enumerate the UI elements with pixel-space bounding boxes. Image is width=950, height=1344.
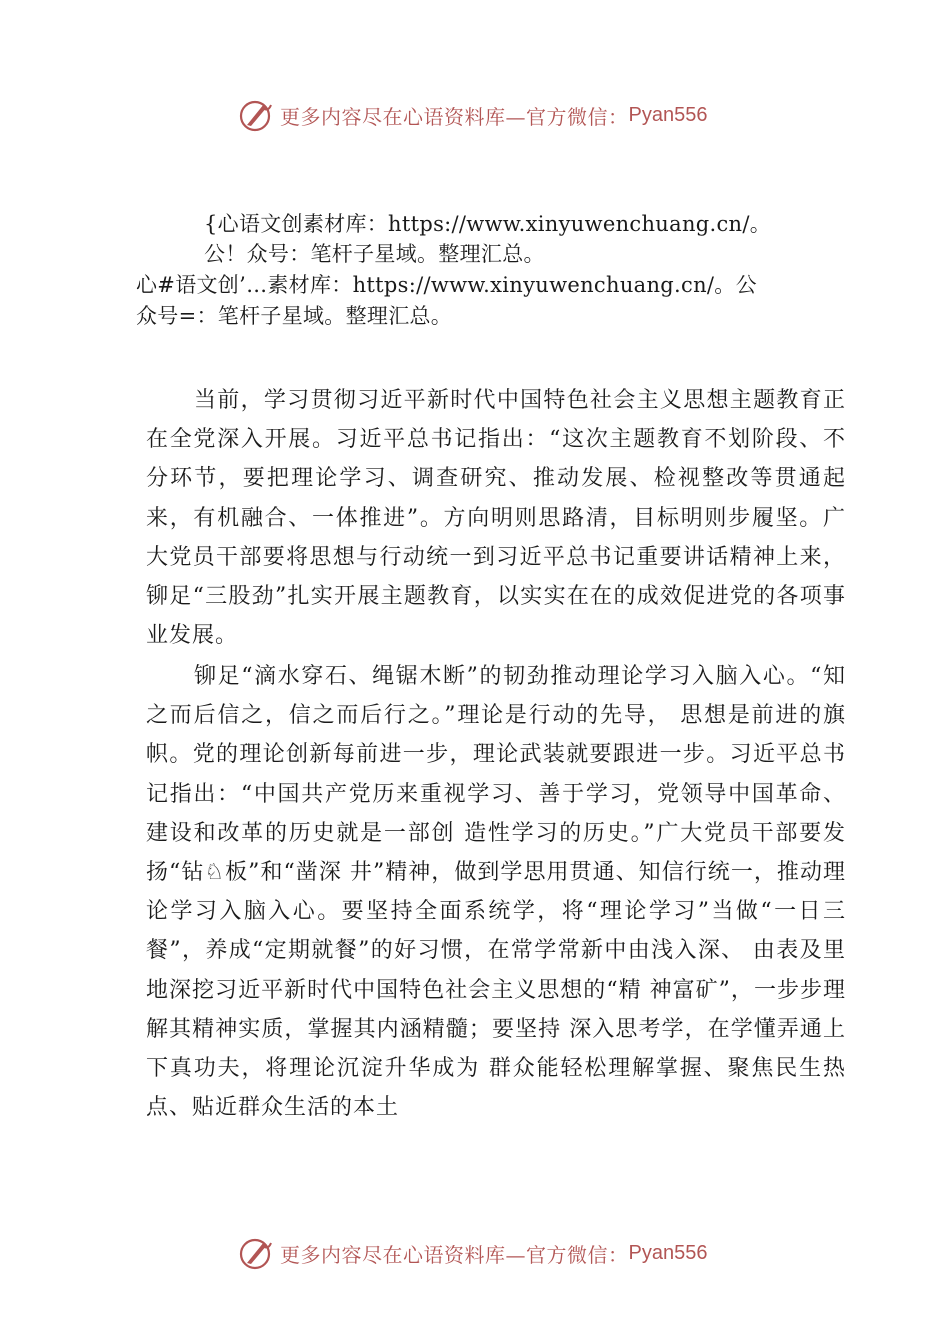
banner-text: 更多内容尽在心语资料库—官方微信： (280, 1242, 629, 1267)
bottom-watermark-banner (238, 1233, 758, 1273)
header-line-1: {心语文创素材库：https://www.xinyuwenchuang.cn/。 (204, 212, 772, 236)
header-line-4: 众号=：笔杆子星域。整理汇总。 (136, 304, 453, 328)
header-line-3: 心#语文创’…素材库：https://www.xinyuwenchuang.cn/。公 (136, 273, 757, 297)
quill-logo-icon (238, 97, 274, 133)
wechat-id: Pyan556 (628, 103, 708, 126)
quill-logo-icon (238, 1235, 274, 1271)
body-paragraph-1: 当前，学习贯彻习近平新时代中国特色社会主义思想主题教育正在全党深入开展。习近平总书记指出：“这次主题教育不划阶段、不分环节，要把理论学习、调查研究、推动发展、检视整改等贯通起来，有机融合、一体推进”。方向明则思路清，目标明则步履坚。广大党员干部要将思想与行动统一到习近平总书记重要讲话精神上来，铆足“三股劲”扎实开展主题教育，以实实在在的成效促进党的各项事业发展。 (146, 388, 846, 649)
banner-text: 更多内容尽在心语资料库—官方微信： (280, 104, 629, 129)
header-line-2: 公！众号：笔杆子星域。整理汇总。 (204, 242, 545, 266)
body-paragraph-2: 铆足“滴水穿石、绳锯木断”的韧劲推动理论学习入脑入心。“知之而后信之，信之而后行之。”理论是行动的先导， 思想是前进的旗帜。党的理论创新每前进一步，理论武装就要跟进一步。习近平总书记指出：“中国共产党历来重视学习、善于学习，党领导中国革命、建设和改革的历史就是一部创 造性学习的历史。”广大党员干部要发扬“钻♘板”和“凿深 井”精神，做到学思用贯通、知信行统一，推动理论学习入脑入心。要坚持全面系统学，将“理论学习”当做“一日三 餐”，养成“定期就餐”的好习惯，在常学常新中由浅入深、 由表及里地深挖习近平新时代中国特色社会主义思想的“精 神富矿”，一步步理解其精神实质，掌握其内涵精髓；要坚持 深入思考学，在学懂弄通上下真功夫，将理论沉淀升华成为 群众能轻松理解掌握、聚焦民生热点、贴近群众生活的本土 (146, 664, 846, 1121)
wechat-id: Pyan556 (628, 1241, 708, 1264)
top-watermark-banner (238, 95, 758, 135)
